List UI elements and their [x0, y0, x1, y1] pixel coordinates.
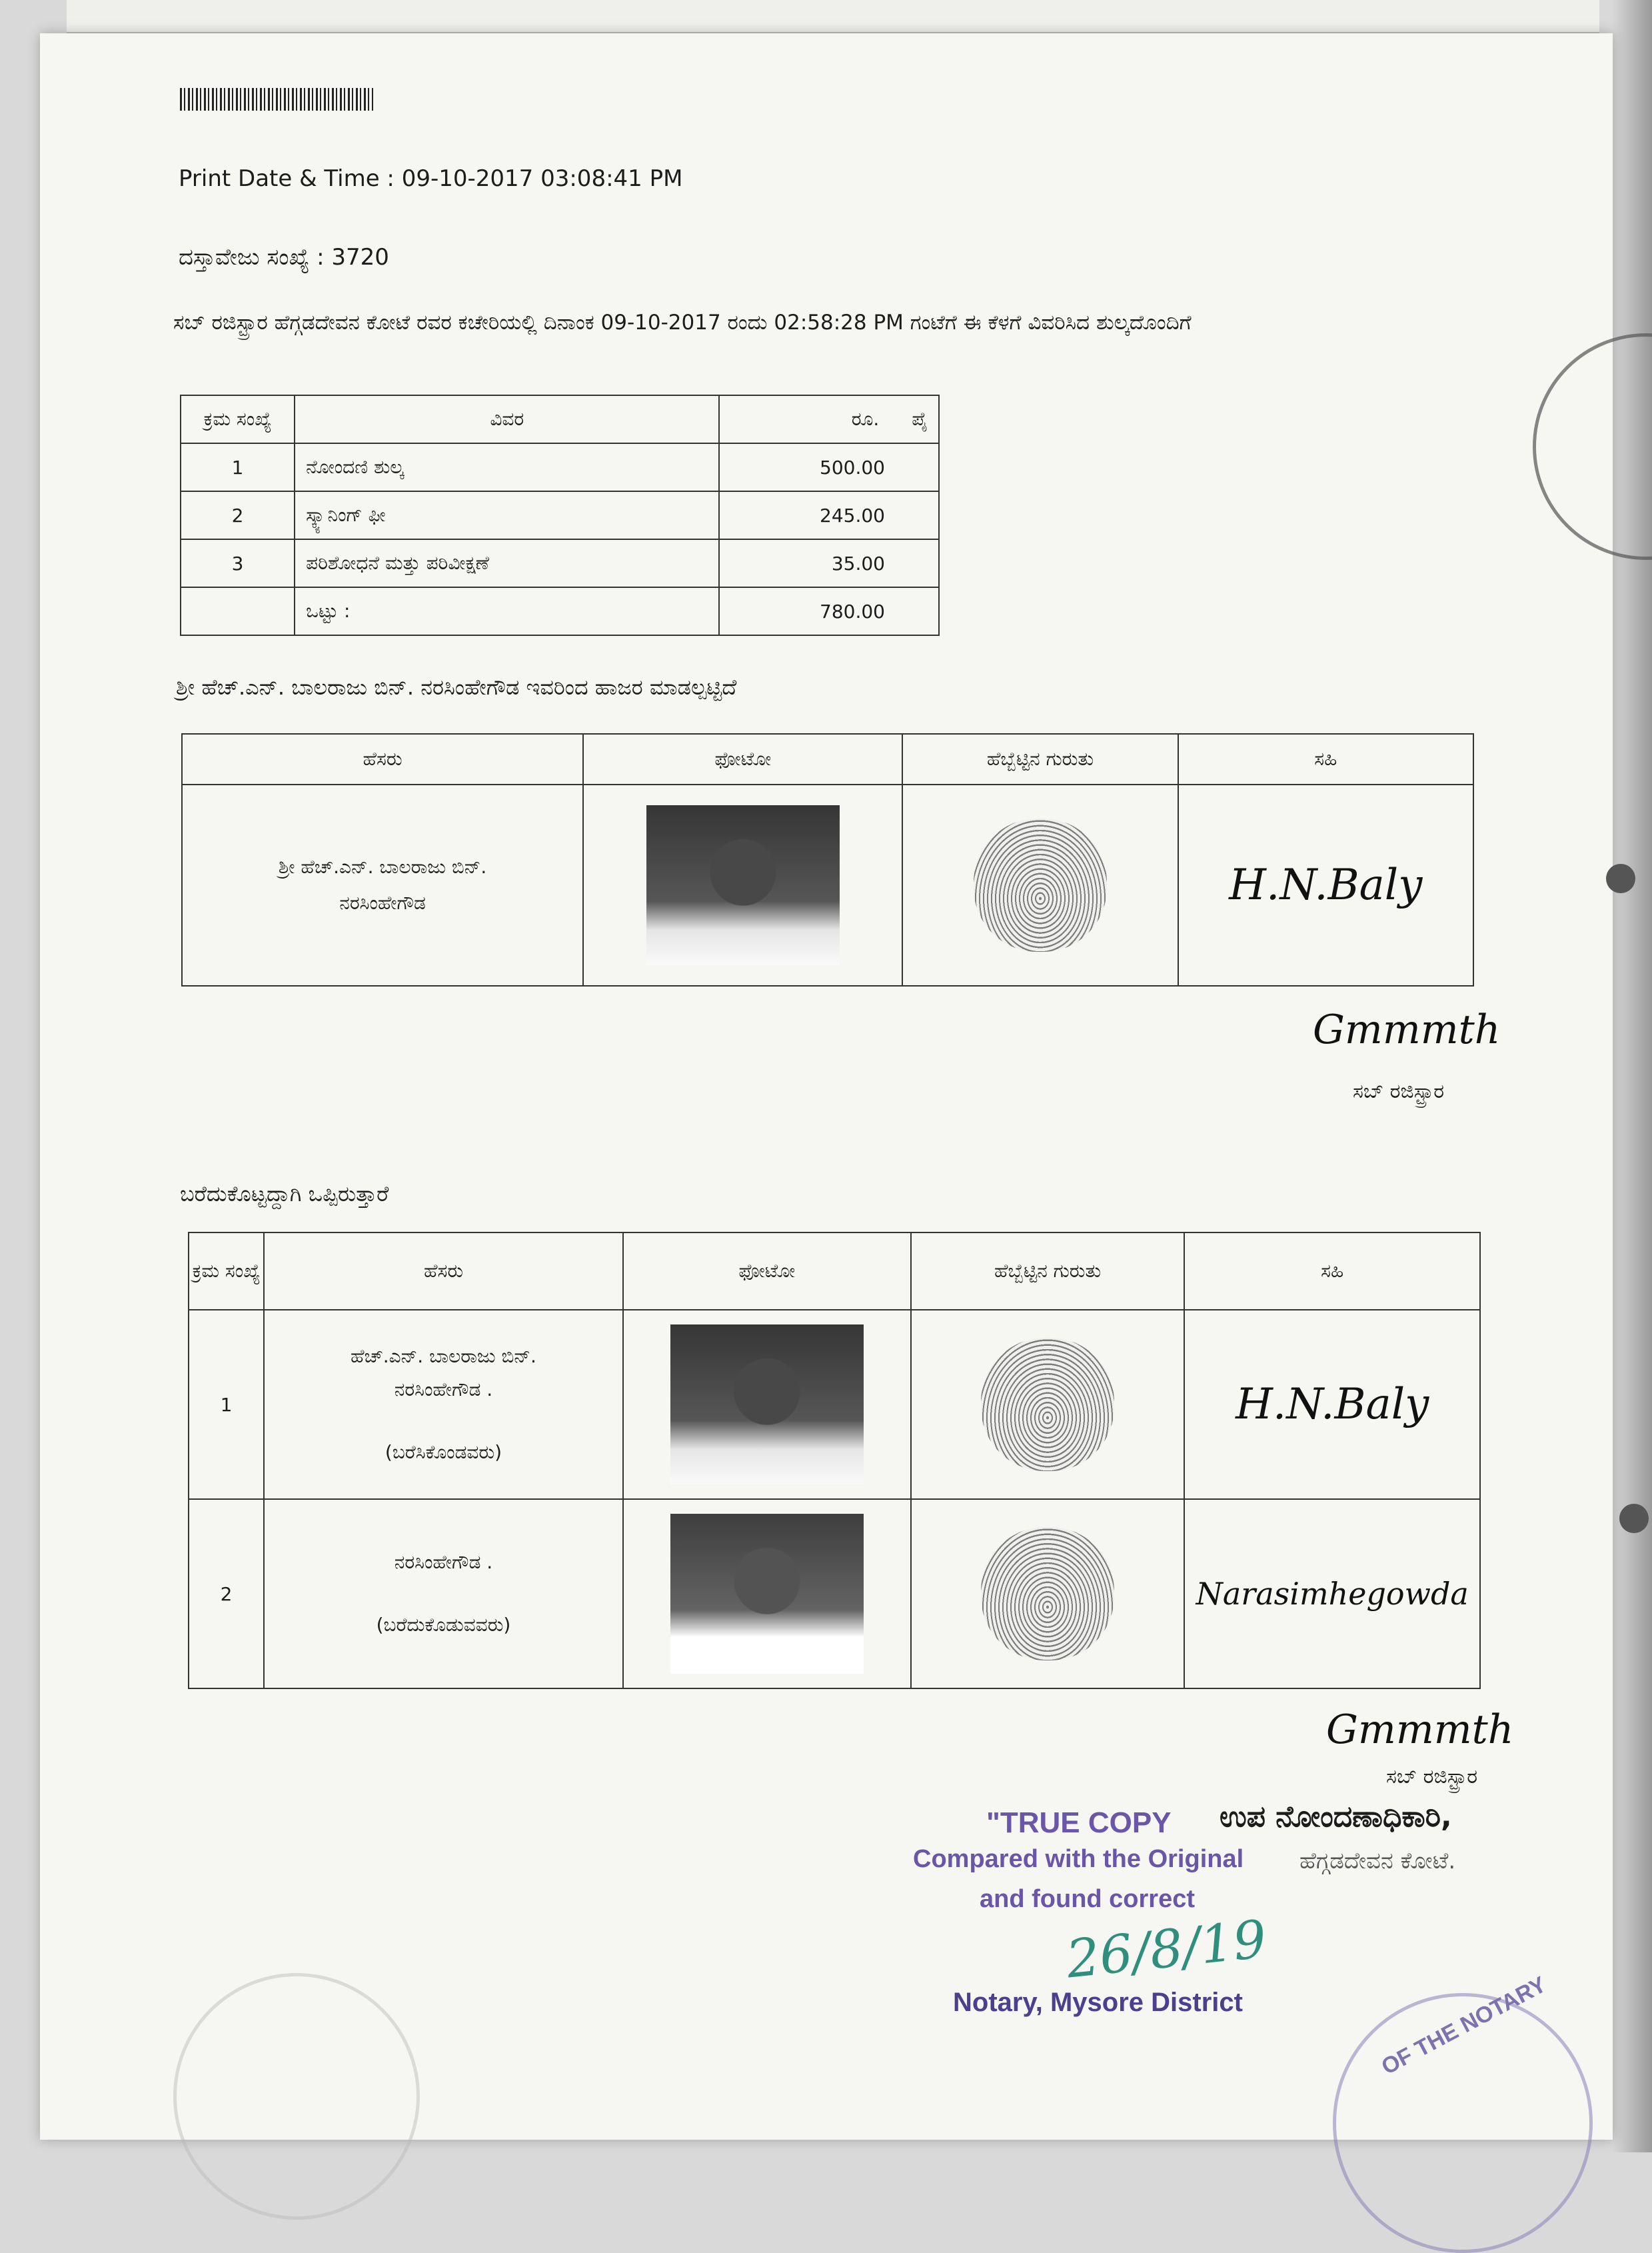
barcode	[180, 88, 373, 111]
fees-total-amount: 780.00	[719, 587, 939, 635]
party-header-name: ಹೆಸರು	[182, 734, 583, 785]
office-stamp-line1: ಉಪ ನೋಂದಣಾಧಿಕಾರಿ,	[1220, 1800, 1452, 1834]
scan-shadow	[1612, 0, 1652, 2152]
fees-total-row	[181, 587, 939, 635]
executant-name-cell	[264, 1310, 623, 1499]
executants-table	[188, 1232, 1481, 1689]
executant-thumbprint	[981, 1338, 1114, 1471]
executant-name-line2: ನರಸಿಂಹೇಗೌಡ .	[394, 1378, 493, 1400]
sub-registrar-signature-2: Gmmmth	[1326, 1706, 1514, 1753]
fees-header-amount	[719, 395, 939, 443]
handwritten-date: 26/8/19	[1064, 1909, 1269, 1990]
party-photo	[646, 805, 840, 965]
executant-signature: Narasimhegowda	[1196, 1576, 1469, 1612]
presented-by: ಶ್ರೀ ಹೆಚ್.ಎನ್. ಬಾಲರಾಜು ಬಿನ್. ನರಸಿಂಹೇಗೌಡ ಇವರಿಂದ ಹಾಜರ ಮಾಡಲ್ಪಟ್ಟಿದೆ	[176, 675, 737, 700]
fees-header-serial: ಕ್ರಮ ಸಂಖ್ಯೆ	[181, 395, 295, 443]
executant-thumb-cell	[911, 1310, 1185, 1499]
party-name-cell	[182, 785, 583, 986]
notary-seal-text: OF THE NOTARY	[1377, 1971, 1551, 2080]
party-signature-cell	[1178, 785, 1473, 986]
document-number: ದಸ್ತಾವೇಜು ಸಂಖ್ಯೆ : 3720	[179, 244, 389, 271]
party-table	[181, 733, 1474, 987]
party-photo-cell	[583, 785, 902, 986]
fees-table	[180, 395, 940, 636]
executants-header-signature: ಸಹಿ	[1184, 1232, 1480, 1310]
executant-name-cell	[264, 1499, 623, 1688]
executant-thumbprint	[981, 1527, 1114, 1660]
punch-hole	[1606, 864, 1635, 893]
executant-role: (ಬರೆಸಿಕೊಂಡವರು)	[385, 1441, 502, 1463]
executant-role: (ಬರೆದುಕೊಡುವವರು)	[376, 1614, 511, 1636]
executant-photo	[670, 1514, 864, 1674]
fees-header-description: ವಿವರ	[295, 395, 719, 443]
party-name-line1: ಶ್ರೀ ಹೆಚ್.ಎನ್. ಬಾಲರಾಜು ಬಿನ್.	[278, 856, 487, 878]
intro-text: ಸಬ್ ರಜಿಸ್ಟ್ರಾರ ಹೆಗ್ಗಡದೇವನ ಕೋಟೆ ರವರ ಕಚೇರಿಯಲ್ಲಿ ದಿನಾಂಕ 09-10-2017 ರಂದು 02:58:28 PM ಗಂಟೆಗೆ ಈ ಕೆಳಗೆ ವಿವರಿಸಿದ ಶುಲ್ಕದೊಂದಿಗೆ	[173, 311, 1192, 335]
fees-amount: 35.00	[719, 539, 939, 587]
fees-total-label: ಒಟ್ಟು :	[295, 587, 719, 635]
party-signature: H.N.Baly	[1229, 861, 1423, 910]
executants-header-photo: ಫೋಟೋ	[623, 1232, 911, 1310]
executants-header-name: ಹೆಸರು	[264, 1232, 623, 1310]
fees-row	[181, 491, 939, 539]
fees-serial: 1	[181, 443, 295, 491]
fees-description: ಸ್ಕ್ಯಾನಿಂಗ್ ಫೀ	[295, 491, 719, 539]
sub-registrar-signature-1: Gmmmth	[1313, 1007, 1501, 1053]
executant-name-line1: ಹೆಚ್.ಎನ್. ಬಾಲರಾಜು ಬಿನ್.	[351, 1345, 536, 1367]
compared-stamp: Compared with the Original	[913, 1845, 1244, 1873]
party-header-thumb: ಹೆಬ್ಬೆಟ್ಟಿನ ಗುರುತು	[902, 734, 1178, 785]
party-header-photo: ಫೋಟೋ	[583, 734, 902, 785]
fees-total-blank	[181, 587, 295, 635]
executant-photo-cell	[623, 1499, 911, 1688]
sub-registrar-label-2: ಸಬ್ ರಜಿಸ್ಟ್ರಾರ	[1386, 1765, 1478, 1788]
fees-row	[181, 443, 939, 491]
notary-stamp: Notary, Mysore District	[953, 1988, 1243, 2017]
fees-row	[181, 539, 939, 587]
fees-header-row	[181, 395, 939, 443]
fees-header-paise: ಪೈ	[912, 408, 928, 430]
sub-registrar-label-1: ಸಬ್ ರಜಿಸ್ಟ್ರಾರ	[1353, 1080, 1445, 1103]
executant-signature-cell	[1184, 1499, 1480, 1688]
fees-serial: 3	[181, 539, 295, 587]
execution-note: ಬರೆದುಕೊಟ್ಟದ್ದಾಗಿ ಒಪ್ಪಿರುತ್ತಾರೆ	[180, 1181, 389, 1206]
fees-serial: 2	[181, 491, 295, 539]
executant-row	[189, 1310, 1480, 1499]
fees-header-rupees: ರೂ.	[851, 408, 880, 430]
executant-photo-cell	[623, 1310, 911, 1499]
party-header-signature: ಸಹಿ	[1178, 734, 1473, 785]
executant-row	[189, 1499, 1480, 1688]
executants-header-thumb: ಹೆಬ್ಬೆಟ್ಟಿನ ಗುರುತು	[911, 1232, 1185, 1310]
fees-description: ಪರಿಶೋಧನೆ ಮತ್ತು ಪರಿವೀಕ್ಷಣೆ	[295, 539, 719, 587]
punch-hole	[1619, 1504, 1649, 1533]
party-name-line2: ನರಸಿಂಹೇಗೌಡ	[339, 892, 426, 914]
party-row	[182, 785, 1473, 986]
paper-edge	[67, 0, 1599, 33]
executant-serial: 2	[189, 1499, 264, 1688]
true-copy-stamp: "TRUE COPY	[986, 1806, 1172, 1839]
executant-thumb-cell	[911, 1499, 1185, 1688]
party-header-row	[182, 734, 1473, 785]
executant-serial: 1	[189, 1310, 264, 1499]
found-correct-stamp: and found correct	[980, 1885, 1196, 1913]
executant-name-line1: ನರಸಿಂಹೇಗೌಡ .	[394, 1551, 493, 1573]
fees-amount: 245.00	[719, 491, 939, 539]
executant-signature-cell	[1184, 1310, 1480, 1499]
executants-header-row	[189, 1232, 1480, 1310]
executants-header-serial: ಕ್ರಮ ಸಂಖ್ಯೆ	[189, 1232, 264, 1310]
fees-amount: 500.00	[719, 443, 939, 491]
executant-photo	[670, 1324, 864, 1484]
fees-description: ನೋಂದಣಿ ಶುಲ್ಕ	[295, 443, 719, 491]
print-datetime: Print Date & Time : 09-10-2017 03:08:41 PM	[179, 165, 683, 192]
office-stamp-line2: ಹೆಗ್ಗಡದೇವನ ಕೋಟೆ.	[1299, 1848, 1456, 1874]
party-thumbprint	[974, 819, 1107, 952]
executant-signature: H.N.Baly	[1236, 1380, 1429, 1429]
faded-seal-left	[173, 1973, 420, 2220]
party-thumb-cell	[902, 785, 1178, 986]
